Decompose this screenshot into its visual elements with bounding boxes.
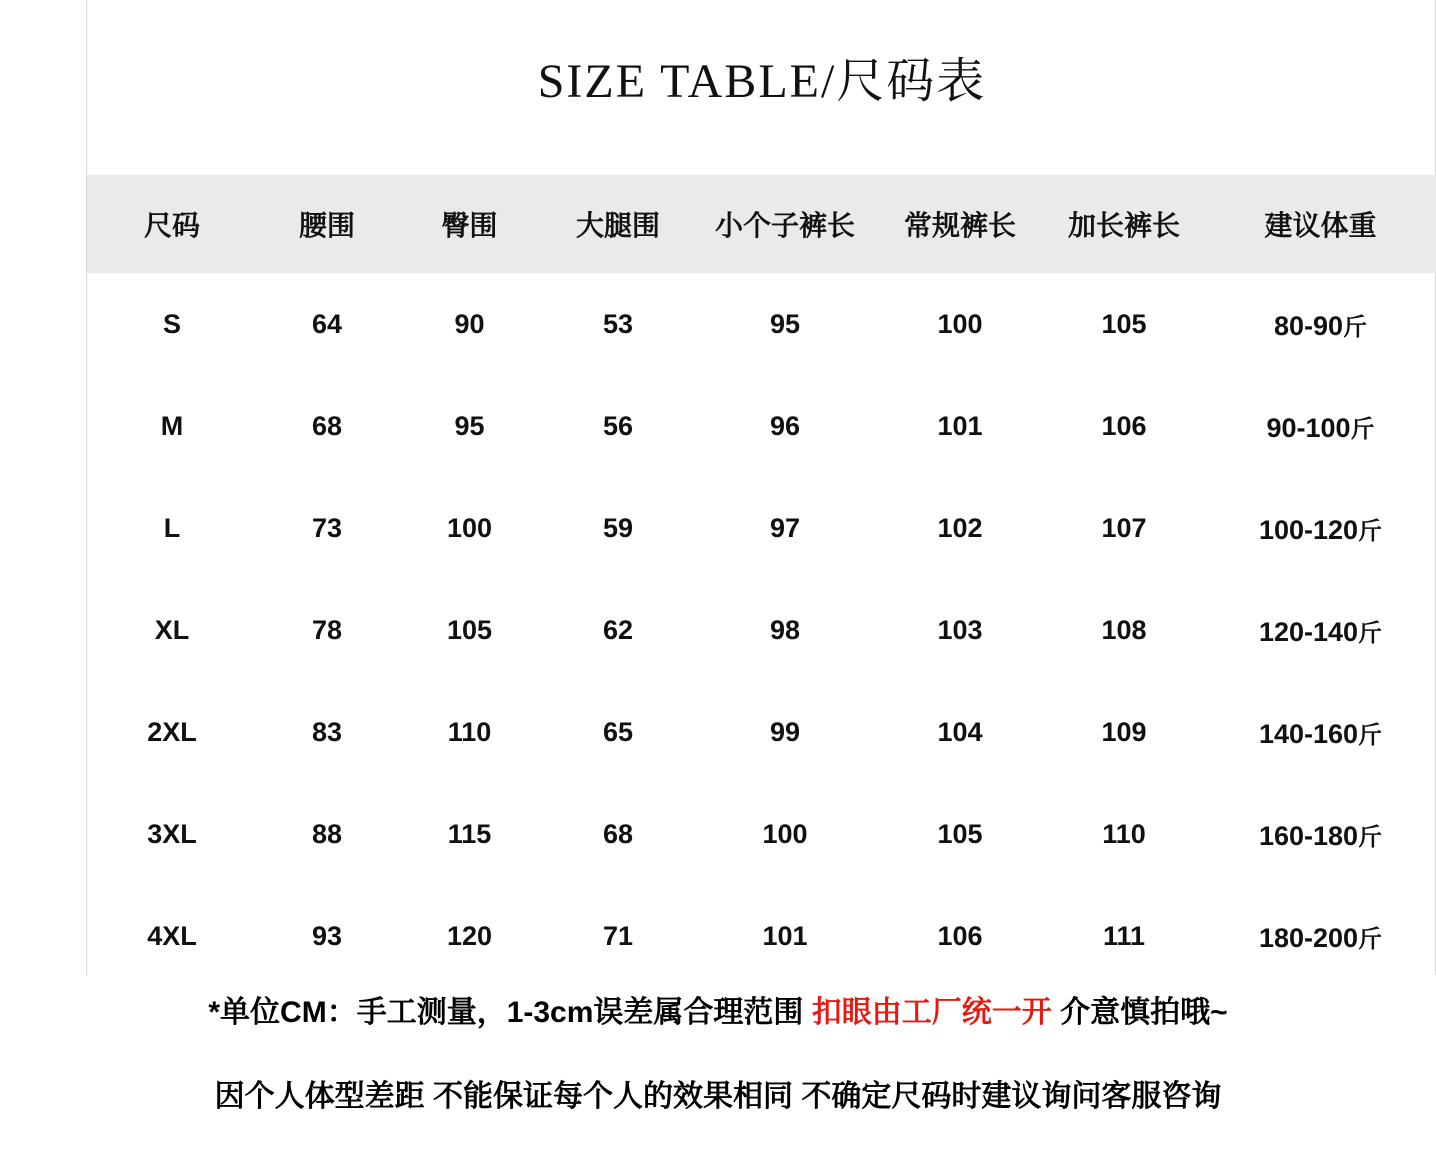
table-row <box>87 579 1436 681</box>
cell-short-length: 99 <box>769 716 801 747</box>
column-header-hip: 臀围 <box>441 210 498 241</box>
cell-waist: 73 <box>311 512 343 543</box>
column-header-thigh: 大腿围 <box>575 210 660 241</box>
column-header-waist: 腰围 <box>298 210 355 241</box>
cell-hip: 105 <box>446 614 493 645</box>
cell-hip: 120 <box>446 920 493 951</box>
column-header-size: 尺码 <box>143 210 200 241</box>
column-header-weight: 建议体重 <box>1264 210 1377 241</box>
size-table <box>87 175 1436 987</box>
column-header-long-length: 加长裤长 <box>1067 210 1180 241</box>
notes-section <box>0 985 1436 1115</box>
note-measurement-text: *单位CM：手工测量，1-3cm误差属合理范围 <box>208 996 804 1029</box>
cell-regular-length: 101 <box>937 410 983 441</box>
cell-long-length: 107 <box>1101 512 1147 543</box>
cell-weight <box>1204 681 1436 783</box>
cell-long-length: 109 <box>1101 716 1147 747</box>
cell-size: 2XL <box>147 716 197 747</box>
cell-weight <box>1204 273 1436 375</box>
weight-value: 80-90 <box>1273 310 1344 341</box>
cell-weight <box>1204 477 1436 579</box>
weight-unit: 斤 <box>1350 415 1375 443</box>
table-row <box>87 681 1436 783</box>
cell-regular-length: 100 <box>937 308 983 339</box>
weight-unit: 斤 <box>1358 925 1383 953</box>
page-title: SIZE TABLE/尺码表 <box>537 55 987 108</box>
table-header <box>87 175 1436 273</box>
cell-long-length: 108 <box>1101 614 1147 645</box>
cell-weight <box>1204 375 1436 477</box>
cell-short-length: 100 <box>762 818 808 849</box>
weight-value: 160-180 <box>1258 820 1359 851</box>
table-header-row <box>87 175 1436 273</box>
cell-regular-length: 103 <box>937 614 983 645</box>
cell-size: S <box>162 308 181 339</box>
note-caution-text: 介意慎拍哦~ <box>1060 996 1228 1029</box>
cell-thigh: 65 <box>602 716 634 747</box>
weight-value: 180-200 <box>1258 922 1359 953</box>
cell-hip: 95 <box>454 410 485 441</box>
cell-hip: 110 <box>447 716 492 747</box>
cell-waist: 88 <box>311 818 343 849</box>
cell-waist: 78 <box>311 614 343 645</box>
cell-regular-length: 102 <box>937 512 983 543</box>
table-row <box>87 477 1436 579</box>
weight-unit: 斤 <box>1343 313 1368 341</box>
cell-waist: 68 <box>311 410 343 441</box>
weight-unit: 斤 <box>1358 619 1383 647</box>
cell-size: 4XL <box>147 920 197 951</box>
cell-thigh: 53 <box>602 308 634 339</box>
weight-value: 100-120 <box>1258 514 1359 545</box>
cell-size: 3XL <box>147 818 197 849</box>
cell-hip: 100 <box>446 512 493 543</box>
cell-short-length: 95 <box>769 308 801 339</box>
cell-size: M <box>160 410 184 441</box>
weight-unit: 斤 <box>1358 517 1383 545</box>
cell-short-length: 96 <box>769 410 801 441</box>
cell-thigh: 68 <box>602 818 634 849</box>
table-row <box>87 885 1436 987</box>
cell-hip: 90 <box>454 308 485 339</box>
weight-unit: 斤 <box>1358 721 1383 749</box>
table-body <box>87 273 1436 987</box>
table-row <box>87 273 1436 375</box>
cell-short-length: 101 <box>762 920 808 951</box>
cell-weight <box>1204 579 1436 681</box>
note-line-bodytype: 因个人体型差距 不能保证每个人的效果相同 不确定尺码时建议询问客服咨询 <box>214 1080 1222 1113</box>
note-line-measurement <box>0 995 1436 1031</box>
cell-thigh: 71 <box>602 920 634 951</box>
cell-long-length: 106 <box>1101 410 1147 441</box>
cell-long-length: 105 <box>1101 308 1147 339</box>
cell-waist: 83 <box>311 716 343 747</box>
cell-short-length: 98 <box>769 614 801 645</box>
cell-size: L <box>163 512 181 543</box>
note-highlight-text: 扣眼由工厂统一开 <box>811 996 1052 1029</box>
cell-hip: 115 <box>447 818 492 849</box>
weight-value: 120-140 <box>1258 616 1359 647</box>
cell-regular-length: 105 <box>937 818 983 849</box>
cell-short-length: 97 <box>769 512 801 543</box>
cell-regular-length: 104 <box>937 716 983 747</box>
cell-weight <box>1204 885 1436 987</box>
size-table-sheet <box>86 0 1436 975</box>
weight-value: 140-160 <box>1258 718 1359 749</box>
cell-long-length: 111 <box>1102 920 1146 951</box>
cell-waist: 64 <box>311 308 343 339</box>
weight-unit: 斤 <box>1358 823 1383 851</box>
cell-thigh: 59 <box>602 512 634 543</box>
table-row <box>87 783 1436 885</box>
column-header-short-length: 小个子裤长 <box>714 210 855 241</box>
cell-long-length: 110 <box>1102 818 1146 849</box>
cell-size: XL <box>154 614 190 645</box>
cell-weight <box>1204 783 1436 885</box>
weight-value: 90-100 <box>1266 412 1351 443</box>
column-header-regular-length: 常规裤长 <box>903 210 1016 241</box>
cell-regular-length: 106 <box>937 920 983 951</box>
cell-waist: 93 <box>311 920 343 951</box>
cell-thigh: 62 <box>602 614 634 645</box>
table-row <box>87 375 1436 477</box>
cell-thigh: 56 <box>602 410 634 441</box>
